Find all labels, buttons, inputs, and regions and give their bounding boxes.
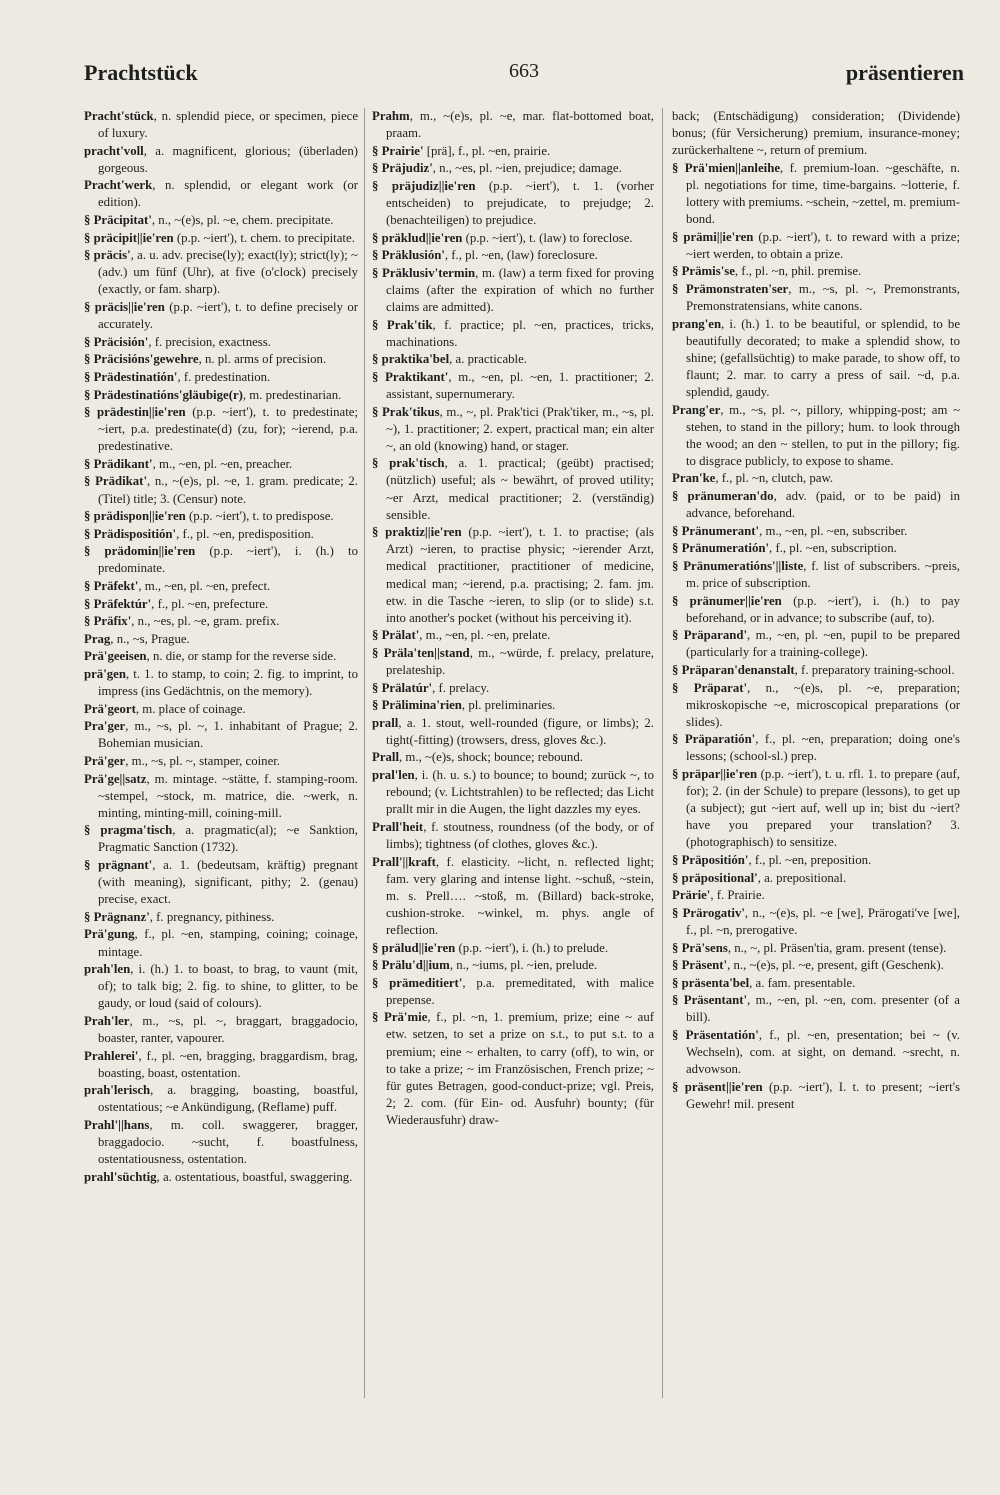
entry-headword: § prägnant' xyxy=(84,858,153,873)
dictionary-entry xyxy=(372,819,654,853)
entry-headword: § präcis||ie'ren xyxy=(84,300,165,315)
entry-definition: , n. pl. arms of precision. xyxy=(198,352,327,367)
entry-definition: , n. splendid piece, or specimen, piece of luxury. xyxy=(98,109,358,141)
entry-definition: , m., ~en, pl. ~en, com. presenter (of a bill). xyxy=(686,993,960,1025)
dictionary-entry xyxy=(372,680,654,697)
dictionary-entry xyxy=(372,160,654,177)
dictionary-entry xyxy=(672,593,960,627)
entry-headword: Prall xyxy=(372,750,400,765)
entry-definition: , f. predestination. xyxy=(177,369,271,384)
entry-headword: § praktika'bel xyxy=(372,352,450,367)
entry-definition: , m., ~en, pl. ~en, prefect. xyxy=(138,579,271,594)
entry-definition: , adv. (paid, or to be paid) in advance, beforehand. xyxy=(686,489,960,521)
dictionary-entry xyxy=(672,852,960,869)
entry-definition: , f., pl. ~en, predisposition. xyxy=(176,526,314,541)
entry-definition: , m., ~(e)s, shock; bounce; rebound. xyxy=(399,750,583,765)
entry-definition: , n., ~(e)s, pl. ~e, present, gift (Geschenk). xyxy=(727,958,944,973)
dictionary-entry xyxy=(84,473,358,507)
entry-headword: prall xyxy=(372,715,399,730)
entry-definition: , m. place of coinage. xyxy=(135,701,246,716)
entry-headword: § Prädispositión' xyxy=(84,526,177,541)
column-right xyxy=(672,108,960,1408)
entry-headword: § präklud||ie'ren xyxy=(372,230,463,245)
entry-headword: § prädestin||ie'ren xyxy=(84,405,186,420)
dictionary-entry xyxy=(672,975,960,992)
dictionary-entry xyxy=(84,718,358,752)
entry-headword: § Pränumerant' xyxy=(672,523,760,538)
entry-headword: § Prä'mien||anleihe xyxy=(672,160,780,175)
entry-definition: (p.p. ~iert'), t. to predestinate; ~iert, p.a. predestinate(d) (zu, for); ~ierend, p.a. predestinative. xyxy=(98,405,358,454)
entry-definition: , m., ~en, pl. ~en, subscriber. xyxy=(759,523,908,538)
entry-headword: § prädispon||ie'ren xyxy=(84,509,186,524)
entry-definition: , f. pregnancy, pithiness. xyxy=(149,909,275,924)
entry-definition: back; (Entschädigung) consideration; (Dividende) bonus; (für Versicherung) premium, insurance-money; zurückerhaltene ~, return of premium. xyxy=(672,109,960,158)
dictionary-entry xyxy=(372,940,654,957)
page-number: 663 xyxy=(509,60,539,82)
entry-headword: § Prämis'se xyxy=(672,264,735,279)
entry-definition: (p.p. ~iert'), I. t. to present; ~iert's Gewehr! mil. present xyxy=(686,1079,960,1111)
dictionary-entry xyxy=(672,887,960,904)
dictionary-entry xyxy=(84,1013,358,1047)
entry-headword: § Praktikant' xyxy=(372,369,449,384)
entry-definition: , a. ostentatious, boastful, swaggering. xyxy=(156,1169,353,1184)
entry-headword: § prälud||ie'ren xyxy=(372,940,456,955)
entry-headword: § Prä'mie xyxy=(372,1010,428,1025)
entry-definition: , n., ~s, Prague. xyxy=(110,631,190,646)
entry-definition: , n., ~(e)s, pl. ~e, 1. gram. predicate; 2. (Titel) title; 3. (Censur) note. xyxy=(98,474,358,506)
dictionary-entry xyxy=(84,822,358,856)
dictionary-entry xyxy=(672,662,960,679)
entry-headword: § Prälat' xyxy=(372,628,420,643)
dictionary-entry xyxy=(372,957,654,974)
entry-headword: § präpar||ie'ren xyxy=(672,767,758,782)
entry-headword: § pränumeran'do xyxy=(672,489,774,504)
column-divider xyxy=(364,108,365,1398)
entry-definition: , n., ~(e)s, pl. ~e, chem. precipitate. xyxy=(151,213,334,228)
entry-headword: pral'len xyxy=(372,768,415,783)
entry-definition: , a. fam. presentable. xyxy=(749,975,856,990)
entry-definition: , f., pl. ~en, (law) foreclosure. xyxy=(444,248,598,263)
entry-headword: § pränumer||ie'ren xyxy=(672,593,782,608)
entry-definition: , f. elasticity. ~licht, n. reflected light; fam. very glaring and intense light. ~schuß, ~stein, m. s. Prell…. ~stoß, m. (Billard) back-stroke, cushion-stroke. ~winkel, m. phys. angle of reflection. xyxy=(386,854,654,937)
entry-headword: § Präklusiv'termin xyxy=(372,265,476,280)
entry-headword: § Präparan'denanstalt xyxy=(672,663,795,677)
entry-headword: § Präfekt' xyxy=(84,579,139,594)
entry-headword: § präpositional' xyxy=(672,870,758,885)
dictionary-entry xyxy=(84,143,358,177)
dictionary-entry xyxy=(672,281,960,315)
entry-headword: § Präla'ten||stand xyxy=(372,645,470,660)
entry-headword: Prä'gung xyxy=(84,927,135,942)
entry-headword: § praktiz||ie'ren xyxy=(372,525,462,540)
entry-definition: , f., pl. ~en, preparation; doing one's lessons; (school-sl.) prep. xyxy=(686,732,960,764)
entry-definition: , n., ~(e)s, pl. ~e [we], Prärogati've [we], f., pl. ~n, prerogative. xyxy=(686,905,960,937)
entry-headword: § Prärogativ' xyxy=(672,905,745,920)
dictionary-entry xyxy=(84,108,358,142)
entry-headword: § Prälimina'rien xyxy=(372,698,462,713)
entry-definition: , n., ~es, pl. ~e, gram. prefix. xyxy=(131,614,280,629)
entry-definition: , f., pl. ~en, subscription. xyxy=(769,541,897,556)
dictionary-entry xyxy=(672,766,960,851)
entry-definition: , a. 1. practical; (geübt) practised; (nützlich) useful; als ~ bewährt, of proved utility; ~er Arzt, medical practitioner; 2. (verständig) sensible. xyxy=(386,456,654,522)
entry-definition: , n. die, or stamp for the reverse side. xyxy=(146,649,337,664)
dictionary-entry xyxy=(372,143,654,160)
dictionary-entry xyxy=(372,854,654,939)
entry-definition: (p.p. ~iert'), t. to define precisely or accurately. xyxy=(98,300,358,332)
entry-headword: prahl'süchtig xyxy=(84,1169,157,1184)
dictionary-entry xyxy=(84,596,358,613)
dictionary-entry xyxy=(372,715,654,749)
entry-definition: [prä], f., pl. ~en, prairie. xyxy=(423,143,551,158)
entry-headword: § präcipit||ie'ren xyxy=(84,230,174,245)
entry-headword: § Präfix' xyxy=(84,614,132,629)
entry-definition: , a. magnificent, glorious; (überladen) gorgeous. xyxy=(98,143,358,175)
dictionary-entry xyxy=(84,404,358,455)
entry-headword: § Prälatúr' xyxy=(372,680,433,695)
entry-headword: Prang'er xyxy=(672,402,721,417)
entry-headword: Prag xyxy=(84,631,111,646)
dictionary-entry xyxy=(84,753,358,770)
entry-headword: § Präsentatión' xyxy=(672,1027,759,1042)
dictionary-entry xyxy=(372,697,654,714)
entry-headword: § Prak'tikus xyxy=(372,404,440,419)
dictionary-entry xyxy=(672,488,960,522)
entry-definition: , m., ~s, pl. ~, 1. inhabitant of Prague; 2. Bohemian musician. xyxy=(98,719,358,751)
entry-headword: Prahlerei' xyxy=(84,1048,139,1063)
dictionary-entry xyxy=(672,870,960,887)
entry-definition: (p.p. ~iert'), i. (h.) to predominate. xyxy=(98,544,358,576)
entry-definition: , f. premium-loan. ~geschäfte, n. pl. negotiations for time, time-bargains. ~lotterie, f. lottery with premiums. ~schein, ~zettel, m. premium-bond. xyxy=(686,160,960,227)
dictionary-entry xyxy=(672,108,960,159)
entry-definition: , f. list of subscribers. ~preis, m. price of subscription. xyxy=(686,558,960,591)
dictionary-entry xyxy=(672,523,960,540)
dictionary-entry xyxy=(672,1027,960,1078)
entry-headword: Prahl'||hans xyxy=(84,1117,150,1132)
entry-definition: , n., ~(e)s, pl. ~e, preparation; mikroskopische ~e, microscopical preparations (or slides). xyxy=(686,680,960,729)
page-header xyxy=(84,56,964,96)
entry-definition: , n. splendid, or elegant work (or edition). xyxy=(98,178,358,210)
entry-headword: § Präparatión' xyxy=(672,732,756,747)
dictionary-entry xyxy=(84,212,358,229)
entry-headword: § Prädikant' xyxy=(84,456,153,471)
entry-headword: Prä'geeisen xyxy=(84,649,147,664)
entry-definition: , m., ~, pl. Prak'tici (Prak'tiker, m., ~s, pl. ~), 1. practitioner; 2. expert, practical man; ein alter ~, an old (knowing) hand, or stager. xyxy=(386,404,654,453)
dictionary-entry xyxy=(372,230,654,247)
entry-definition: , m., ~en, pl. ~en, pupil to be prepared (particularly for a training-college). xyxy=(686,628,960,660)
dictionary-entry xyxy=(372,767,654,818)
dictionary-entry xyxy=(84,771,358,822)
dictionary-entry xyxy=(372,178,654,229)
dictionary-entry xyxy=(84,351,358,368)
entry-definition: , f. preparatory training-school. xyxy=(794,663,955,677)
entry-definition: , m., ~en, pl. ~en, preacher. xyxy=(152,456,293,471)
entry-headword: § Präpositión' xyxy=(672,853,749,868)
entry-definition: , a. pragmatic(al); ~e Sanktion, Pragmatic Sanction (1732). xyxy=(98,823,358,855)
entry-headword: § präjudiz||ie'ren xyxy=(372,178,476,193)
entry-headword: § Präcisións'gewehre xyxy=(84,352,199,367)
dictionary-entry xyxy=(672,160,960,228)
dictionary-entry xyxy=(672,680,960,731)
entry-definition: (p.p. ~iert'), i. (h.) to prelude. xyxy=(455,940,609,955)
dictionary-entry xyxy=(84,1169,358,1186)
dictionary-entry xyxy=(84,299,358,333)
entry-definition: , m., ~s, pl. ~, Premonstrants, Premonstratensians, white canons. xyxy=(686,281,960,314)
entry-headword: § präcis' xyxy=(84,248,131,263)
entry-headword: Prall'heit xyxy=(372,819,424,834)
entry-definition: , f., pl. ~n, 1. premium, prize; eine ~ auf etw. setzen, to set a prize on s.t., to put s.t. to a premium; eine ~ erhalten, to carry (off), to win, or to take a prize; ~ im Französischen, French prize; ~ für gutes Betragen, good-conduct-prize; vgl. Preis, 2; 2. com. (für Ein- od. Ausfuhr) bounty; (für Wiederausfuhr) draw- xyxy=(386,1010,654,1127)
entry-headword: § präsent||ie'ren xyxy=(672,1079,763,1094)
entry-definition: , m., ~en, pl. ~en, prelate. xyxy=(419,628,551,643)
dictionary-entry xyxy=(672,992,960,1026)
entry-definition: , f. practice; pl. ~en, practices, tricks, machinations. xyxy=(386,317,654,349)
entry-definition: , f., pl. ~en, prefecture. xyxy=(151,596,269,611)
dictionary-entry xyxy=(672,470,960,487)
entry-definition: (p.p. ~iert'), t. (law) to foreclose. xyxy=(462,230,633,245)
entry-headword: § Pränumeratión' xyxy=(672,541,770,556)
dictionary-entry xyxy=(672,905,960,939)
dictionary-entry xyxy=(372,369,654,403)
entry-headword: § Präklusión' xyxy=(372,248,445,263)
entry-definition: , a. bragging, boasting, boastful, ostentatious; ~e Ankündigung, (Reflame) puff. xyxy=(98,1083,358,1115)
entry-headword: § Pränumeratións'||liste xyxy=(672,558,804,573)
entry-headword: Prahm xyxy=(372,109,410,123)
dictionary-entry xyxy=(372,749,654,766)
entry-headword: prah'len xyxy=(84,962,131,977)
entry-definition: , f. stoutness, roundness (of the body, or of limbs); tightness (of clothes, gloves &c.). xyxy=(386,819,654,851)
dictionary-entry xyxy=(84,1082,358,1116)
dictionary-entry xyxy=(672,731,960,765)
dictionary-entry xyxy=(372,455,654,523)
entry-definition: , m., ~s, pl. ~, pillory, whipping-post; am ~ stehen, to stand in the pillory; hum. to look through the wood; an den ~ stellen, to put in the pillory; fig. to disgrace publicly, to expose to shame. xyxy=(686,402,960,468)
dictionary-entry xyxy=(372,524,654,627)
entry-headword: prä'gen xyxy=(84,667,126,681)
entry-definition: , m. mintage. ~stätte, f. stamping-room. ~stempel, ~stock, m. matrice, die. ~werk, n. minting, minting-mill, coining-mill. xyxy=(98,771,358,820)
dictionary-entry xyxy=(672,940,960,957)
entry-definition: , i. (h.) 1. to boast, to brag, to vaunt (mit, of); to talk big; 2. fig. to shine, to glitter, to be gaudy, or loud (said of colours). xyxy=(98,962,358,1011)
entry-definition: , f., pl. ~en, preposition. xyxy=(748,853,872,868)
entry-headword: Prärie' xyxy=(672,888,711,903)
entry-headword: pracht'voll xyxy=(84,143,144,158)
dictionary-entry xyxy=(84,230,358,247)
dictionary-entry xyxy=(372,645,654,679)
dictionary-entry xyxy=(84,543,358,577)
dictionary-entry xyxy=(84,508,358,525)
entry-headword: Prall'||kraft xyxy=(372,854,436,869)
header-left-guide-word: Prachtstück xyxy=(84,60,198,85)
dictionary-entry xyxy=(372,265,654,316)
entry-headword: § Präsent' xyxy=(672,958,728,973)
entry-definition: , i. (h. u. s.) to bounce; to bound; zurück ~, to rebound; (v. Lichtstrahlen) to be reflected; das Licht prallt mir in die Augen, the light dazzles my eyes. xyxy=(386,768,654,817)
entry-definition: , pl. preliminaries. xyxy=(461,698,556,713)
entry-headword: § Präsentant' xyxy=(672,993,748,1008)
dictionary-entry xyxy=(84,247,358,298)
entry-headword: § pragma'tisch xyxy=(84,823,173,838)
entry-headword: § Prä'sens xyxy=(672,940,728,955)
entry-headword: § präsenta'bel xyxy=(672,975,750,990)
entry-definition: (p.p. ~iert'), t. to predispose. xyxy=(185,509,334,524)
dictionary-entry xyxy=(672,402,960,470)
entry-headword: § Prädestinatións'gläubige(r) xyxy=(84,387,243,402)
entry-headword: § Prälu'd||ium xyxy=(372,958,450,973)
dictionary-entry xyxy=(84,666,358,700)
dictionary-entry xyxy=(372,404,654,455)
entry-headword: Prah'ler xyxy=(84,1013,130,1028)
entry-definition: , a. prepositional. xyxy=(757,870,847,885)
entry-definition: , a. 1. (bedeutsam, kräftig) pregnant (with meaning), significant, pithy; 2. (genau) precise, exact. xyxy=(98,858,358,907)
entry-definition: , p.a. premeditated, with malice prepense. xyxy=(386,975,654,1007)
dictionary-entry xyxy=(84,526,358,543)
dictionary-entry xyxy=(84,1117,358,1168)
entry-definition: , n., ~iums, pl. ~ien, prelude. xyxy=(449,958,598,973)
entry-definition: , m., ~s, pl. ~, braggart, braggadocio, boaster, ranter, vapourer. xyxy=(98,1013,358,1045)
dictionary-entry xyxy=(672,558,960,592)
dictionary-entry xyxy=(84,369,358,386)
entry-headword: § Prak'tik xyxy=(372,317,433,332)
entry-headword: § Prämonstraten'ser xyxy=(672,281,789,296)
entry-definition: (p.p. ~iert'), t. 1. (vorher entscheiden) to prejudicate, to prejudge; 2. (benachteiligen) to prejudice. xyxy=(386,178,654,228)
entry-definition: , m., ~würde, f. prelacy, prelature, prelateship. xyxy=(386,645,654,677)
column-divider xyxy=(662,108,663,1398)
dictionary-entry xyxy=(672,627,960,661)
dictionary-entry xyxy=(84,961,358,1012)
entry-definition: (p.p. ~iert'), t. u. rfl. 1. to prepare (auf, for); 2. (in der Schule) to prepare (lessons), to get up (a subject); gut ~iert auf, well up in; bist du ~iert? have you prepared your translation? 3. (photographisch) to sensitize. xyxy=(686,767,960,850)
entry-headword: § Präfektúr' xyxy=(84,596,152,611)
entry-definition: , m. coll. swaggerer, bragger, braggadocio. ~sucht, f. boastfulness, ostentatiousness, ostentation. xyxy=(98,1117,358,1167)
entry-definition: , f., pl. ~n, clutch, paw. xyxy=(715,471,834,486)
entry-headword: § Präcipitat' xyxy=(84,213,152,228)
column-middle xyxy=(372,108,654,1408)
entry-definition: , t. 1. to stamp, to coin; 2. fig. to imprint, to impress (ins Gedächtnis, on the memory). xyxy=(98,667,358,699)
entry-headword: Prä'geort xyxy=(84,701,136,716)
entry-headword: § Präparat' xyxy=(672,680,748,695)
dictionary-entry xyxy=(84,334,358,351)
column-left xyxy=(84,108,358,1408)
entry-definition: , f. Prairie. xyxy=(710,888,765,903)
entry-headword: § Präjudiz' xyxy=(372,161,433,176)
dictionary-entry xyxy=(84,701,358,718)
entry-definition: , m. predestinarian. xyxy=(242,387,342,402)
entry-definition: (p.p. ~iert'), t. 1. to practise; (als Arzt) ~ieren, to practise physic; ~ierender Arzt, medical practitioner, practitioner of medicine, medical man; ~ierend, p.a. practising; 2. fam. jm. etw. in die Tasche ~ieren, to slip (or to slide) s.t. into another's pocket (without his perceiving it). xyxy=(386,525,654,625)
entry-definition: (p.p. ~iert'), t. chem. to precipitate. xyxy=(173,230,355,245)
entry-headword: Pra'ger xyxy=(84,719,126,734)
dictionary-entry xyxy=(672,263,960,280)
dictionary-entry xyxy=(672,957,960,974)
entry-headword: § prämi||ie'ren xyxy=(672,229,754,244)
entry-headword: § prädomin||ie'ren xyxy=(84,544,196,559)
entry-definition: , m., ~s, pl. ~, stamper, coiner. xyxy=(125,753,281,768)
dictionary-entry xyxy=(84,631,358,648)
dictionary-entry xyxy=(84,387,358,404)
dictionary-entry xyxy=(84,648,358,665)
entry-headword: prang'en xyxy=(672,316,722,331)
entry-headword: Pran'ke xyxy=(672,471,716,486)
dictionary-entry xyxy=(84,456,358,473)
dictionary-entry xyxy=(372,1009,654,1129)
dictionary-entry xyxy=(84,909,358,926)
dictionary-entry xyxy=(372,317,654,351)
entry-headword: § prämeditiert' xyxy=(372,975,463,990)
entry-definition: , f. precision, exactness. xyxy=(148,334,271,349)
entry-definition: , n., ~es, pl. ~ien, prejudice; damage. xyxy=(432,161,622,176)
entry-headword: Prä'ge||satz xyxy=(84,771,147,786)
entry-definition: , m., ~(e)s, pl. ~e, mar. flat-bottomed boat, praam. xyxy=(386,109,654,141)
entry-headword: prah'lerisch xyxy=(84,1083,151,1098)
entry-headword: § Prädikat' xyxy=(84,474,147,489)
entry-definition: , a. practicable. xyxy=(449,352,527,367)
entry-definition: , f., pl. ~n, phil. premise. xyxy=(734,264,862,279)
dictionary-entry xyxy=(372,975,654,1009)
entry-headword: § Prädestinatión' xyxy=(84,369,178,384)
dictionary-entry xyxy=(672,316,960,401)
entry-definition: , m. (law) a term fixed for proving claims (after the expiration of which no further claims are admitted). xyxy=(386,265,654,315)
dictionary-entry xyxy=(84,857,358,908)
dictionary-entry xyxy=(84,177,358,211)
dictionary-entry xyxy=(672,1079,960,1113)
entry-definition: , i. (h.) 1. to be beautiful, or splendid, to be beautifully decorated; to make a splendid show, to shine; (gefallsüchtig) to make parade, to show off, to flaunt; 2. mar. to carry a press of sail. ~d, p.a. splendid, gaudy. xyxy=(686,316,960,399)
entry-headword: § prak'tisch xyxy=(372,456,445,471)
entry-definition: , m., ~en, pl. ~en, 1. practitioner; 2. assistant, supernumerary. xyxy=(386,369,654,401)
entry-headword: § Prairie' xyxy=(372,143,424,158)
entry-headword: § Präparand' xyxy=(672,628,748,643)
entry-headword: Pracht'werk xyxy=(84,178,153,193)
entry-headword: § Prägnanz' xyxy=(84,909,150,924)
dictionary-entry xyxy=(84,926,358,960)
entry-headword: Pracht'stück xyxy=(84,109,154,123)
entry-definition: (p.p. ~iert'), i. (h.) to pay beforehand, or in advance; to subscribe (auf, to). xyxy=(686,593,960,625)
dictionary-entry xyxy=(372,108,654,142)
entry-definition: , n., ~, pl. Präsen'tia, gram. present (tense). xyxy=(727,940,947,955)
dictionary-entry xyxy=(84,578,358,595)
entry-definition: , a. 1. stout, well-rounded (figure, or limbs); 2. tight(-fitting) (trowsers, dress, gloves &c.). xyxy=(386,715,654,747)
entry-headword: Prä'ger xyxy=(84,753,126,768)
dictionary-entry xyxy=(672,540,960,557)
dictionary-entry xyxy=(372,627,654,644)
dictionary-entry xyxy=(372,351,654,368)
dictionary-entry xyxy=(84,613,358,630)
dictionary-entry xyxy=(372,247,654,264)
entry-definition: , f. prelacy. xyxy=(432,680,490,695)
header-right-guide-word: präsentieren xyxy=(845,60,964,85)
entry-headword: § Präcisión' xyxy=(84,334,149,349)
entry-definition: , f., pl. ~en, stamping, coining; coinage, mintage. xyxy=(98,927,358,959)
dictionary-entry xyxy=(84,1048,358,1082)
entry-definition: , f., pl. ~en, presentation; bei ~ (v. Wechseln), com. at sight, on demand. ~srecht, n. advowson. xyxy=(686,1027,960,1077)
dictionary-entry xyxy=(672,229,960,263)
entry-definition: (p.p. ~iert'), t. to reward with a prize; ~iert werden, to obtain a prize. xyxy=(686,229,960,261)
entry-definition: , a. u. adv. precise(ly); exact(ly); strict(ly); ~ (adv.) um fünf (Uhr), at five (o'clock) precisely (exactly, or fam. sharp). xyxy=(98,248,358,297)
entry-definition: , f., pl. ~en, bragging, braggardism, brag, boasting, boast, ostentation. xyxy=(98,1048,358,1080)
